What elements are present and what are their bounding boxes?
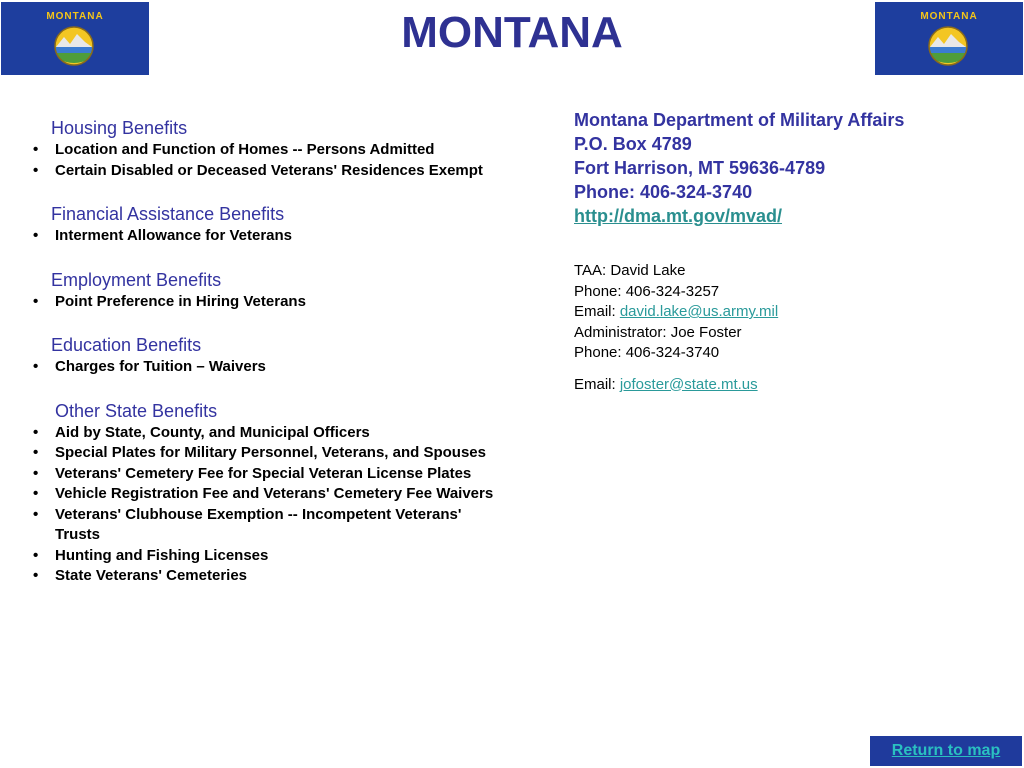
- bullet-icon: •: [33, 423, 39, 441]
- section-heading: Other State Benefits: [55, 400, 218, 421]
- bullet-icon: •: [33, 358, 39, 375]
- bullet-icon: •: [33, 444, 39, 461]
- benefit-list: [0, 292, 520, 313]
- administrator-name: Administrator: Joe Foster: [574, 323, 742, 341]
- section-heading: Financial Assistance Benefits: [51, 204, 285, 224]
- section-other: [0, 399, 520, 587]
- department-city: Fort Harrison, MT 59636-4789: [574, 158, 826, 178]
- benefit-list: [0, 226, 520, 247]
- section-heading: Employment Benefits: [51, 269, 222, 290]
- list-item: [0, 226, 495, 247]
- section-employment: [0, 268, 520, 313]
- list-item: [0, 357, 495, 378]
- benefit-text: State Veterans' Cemeteries: [55, 567, 248, 584]
- list-item: [0, 161, 495, 182]
- bullet-icon: •: [33, 464, 39, 482]
- benefit-text: Hunting and Fishing Licenses: [55, 546, 269, 564]
- bullet-icon: •: [33, 292, 39, 310]
- list-item: [0, 505, 495, 546]
- bullet-icon: •: [33, 141, 39, 158]
- section-heading: Education Benefits: [51, 335, 202, 355]
- benefit-list: [0, 357, 520, 378]
- benefit-text: Special Plates for Military Personnel, Veterans, and Spouses: [55, 444, 486, 461]
- benefit-text: Vehicle Registration Fee and Veterans' Cemetery Fee Waivers: [55, 485, 494, 502]
- department-name: Montana Department of Military Affairs: [574, 110, 905, 130]
- taa-email-link[interactable]: david.lake@us.army.mil: [619, 303, 779, 320]
- section-financial: [0, 202, 520, 247]
- taa-name: TAA: David Lake: [574, 262, 686, 279]
- section-housing: [0, 116, 520, 181]
- taa-phone: Phone: 406-324-3257: [574, 282, 720, 300]
- benefits-column: [0, 116, 520, 587]
- bullet-icon: •: [33, 546, 39, 564]
- benefit-text: Interment Allowance for Veterans: [55, 227, 293, 244]
- department-phone: Phone: 406-324-3740: [574, 182, 753, 202]
- bullet-icon: •: [33, 161, 39, 179]
- section-heading: Housing Benefits: [51, 118, 188, 138]
- list-item: [0, 566, 495, 587]
- list-item: [0, 292, 495, 313]
- list-item: [0, 140, 495, 161]
- benefit-text: Charges for Tuition – Waivers: [55, 358, 266, 375]
- department-po-box: P.O. Box 4789: [574, 134, 692, 154]
- benefit-list: [0, 423, 520, 587]
- administrator-email-row: [574, 375, 1014, 396]
- benefit-list: [0, 140, 520, 181]
- email-label: Email:: [574, 303, 620, 320]
- bullet-icon: •: [33, 567, 39, 584]
- email-label: Email:: [574, 375, 620, 393]
- return-to-map-button[interactable]: Return to map: [870, 736, 1022, 766]
- benefit-text: Veterans' Clubhouse Exemption -- Incompetent Veterans' Trusts: [55, 505, 462, 543]
- list-item: [0, 546, 495, 567]
- contact-column: [574, 108, 1014, 395]
- section-education: [0, 333, 520, 378]
- department-website-link[interactable]: http://dma.mt.gov/mvad/: [574, 206, 783, 226]
- flag-label: MONTANA: [920, 11, 978, 22]
- benefit-text: Point Preference in Hiring Veterans: [55, 292, 306, 310]
- benefit-text: Certain Disabled or Deceased Veterans' Residences Exempt: [55, 161, 483, 179]
- page-title: MONTANA: [401, 8, 623, 57]
- benefit-text: Aid by State, County, and Municipal Officers: [55, 423, 370, 441]
- list-item: [0, 464, 495, 485]
- list-item: [0, 484, 495, 505]
- administrator-phone: Phone: 406-324-3740: [574, 344, 720, 361]
- benefit-text: Veterans' Cemetery Fee for Special Veteran License Plates: [55, 464, 472, 482]
- bullet-icon: •: [33, 227, 39, 244]
- administrator-email-link[interactable]: jofoster@state.mt.us: [619, 375, 758, 393]
- list-item: [0, 423, 495, 444]
- list-item: [0, 443, 495, 464]
- bullet-icon: •: [33, 505, 39, 523]
- benefit-text: Location and Function of Homes -- Persons Admitted: [55, 141, 435, 158]
- flag-label: MONTANA: [46, 11, 104, 22]
- bullet-icon: •: [33, 485, 39, 502]
- taa-email-row: [574, 302, 1014, 323]
